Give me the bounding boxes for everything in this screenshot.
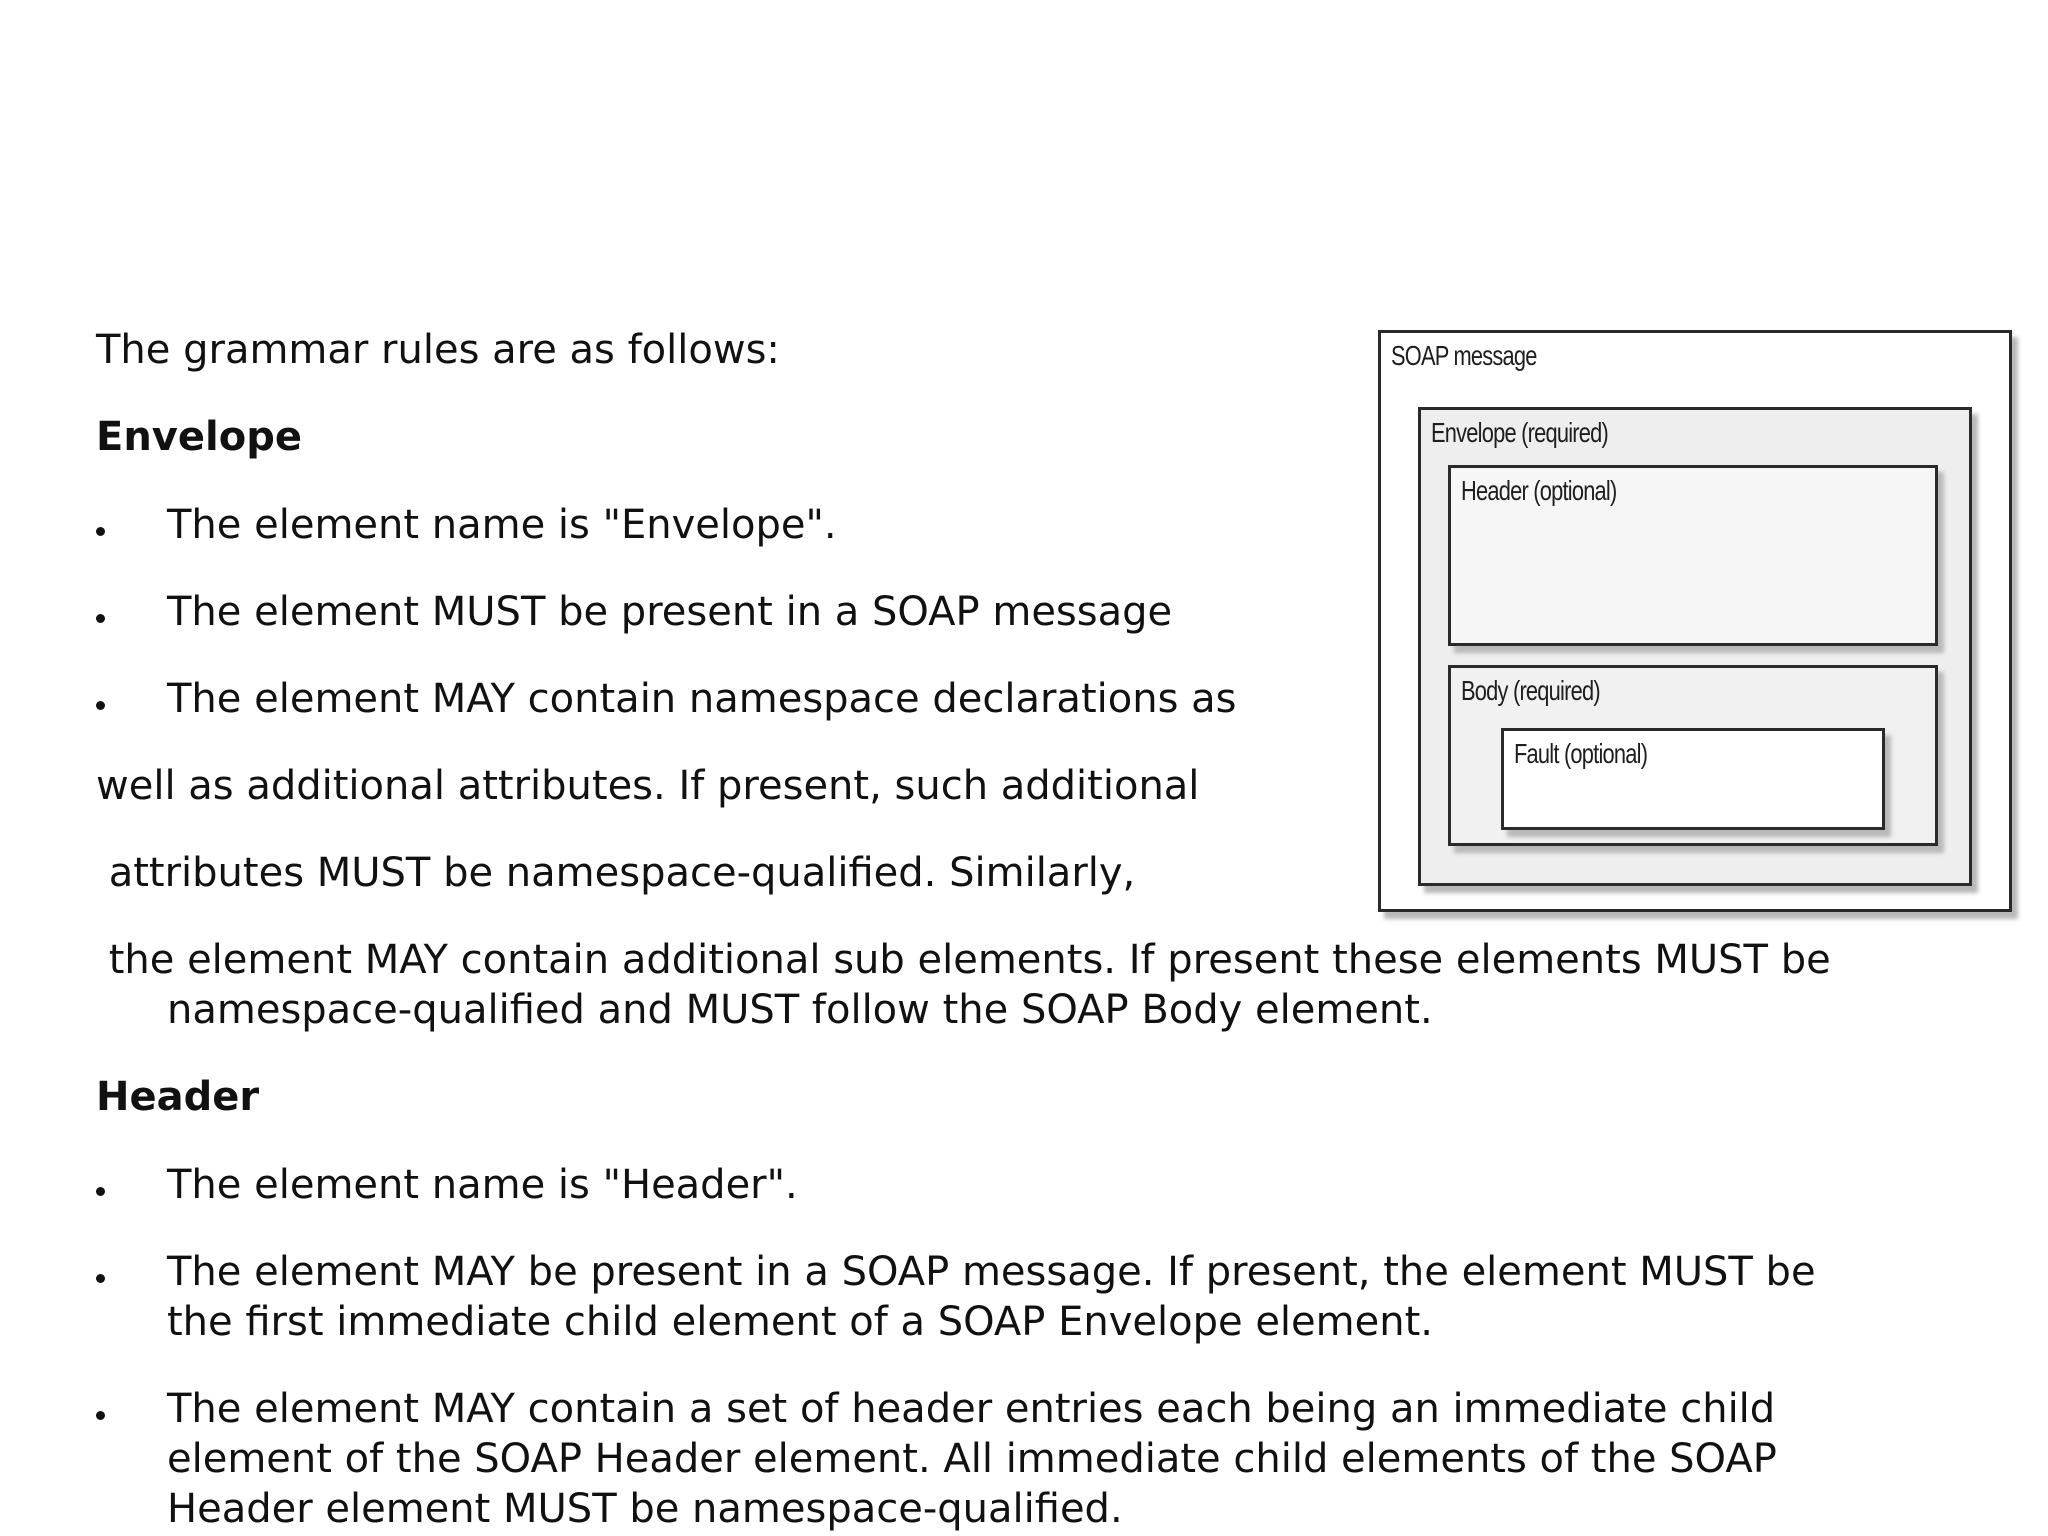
intro-text: The grammar rules are as follows:	[96, 327, 780, 373]
bullet-icon	[96, 500, 105, 536]
header-box	[1448, 465, 1938, 646]
bullet-icon	[96, 1160, 105, 1196]
bullet-icon	[96, 1384, 105, 1420]
envelope-heading: Envelope	[96, 414, 302, 460]
envelope-continuation-2: attributes MUST be namespace-qualified. Similarly,	[96, 850, 1136, 896]
bullet-icon	[96, 1247, 105, 1283]
envelope-bullet-1: The element name is "Envelope".	[167, 502, 837, 548]
bullet-icon	[96, 674, 105, 710]
envelope-continuation-4: namespace-qualified and MUST follow the SOAP Body element.	[167, 987, 1433, 1033]
soap-message-label: SOAP message	[1391, 340, 1537, 371]
fault-box	[1501, 728, 1885, 830]
header-heading: Header	[96, 1074, 260, 1120]
envelope-continuation-1: well as additional attributes. If present, such additional	[96, 763, 1200, 809]
header-label: Header (optional)	[1461, 475, 1617, 506]
body-label: Body (required)	[1461, 675, 1600, 706]
bullet-icon	[96, 587, 105, 623]
envelope-continuation-3: the element MAY contain additional sub elements. If present these elements MUST be	[96, 937, 1831, 983]
header-bullet-3: The element MAY contain a set of header entries each being an immediate child element of the SOAP Header element. All immediate child elements of the SOAP Header element MUST be namespace-qualified.	[167, 1386, 1777, 1532]
header-bullet-1: The element name is "Header".	[167, 1162, 798, 1208]
header-bullet-2: The element MAY be present in a SOAP message. If present, the element MUST be the first immediate child element of a SOAP Envelope element.	[167, 1249, 1816, 1345]
envelope-bullet-2: The element MUST be present in a SOAP message	[167, 589, 1173, 635]
soap-message-diagram	[1378, 330, 2011, 910]
envelope-label: Envelope (required)	[1431, 417, 1608, 448]
fault-label: Fault (optional)	[1514, 738, 1648, 769]
envelope-bullet-3: The element MAY contain namespace declarations as	[167, 676, 1237, 722]
